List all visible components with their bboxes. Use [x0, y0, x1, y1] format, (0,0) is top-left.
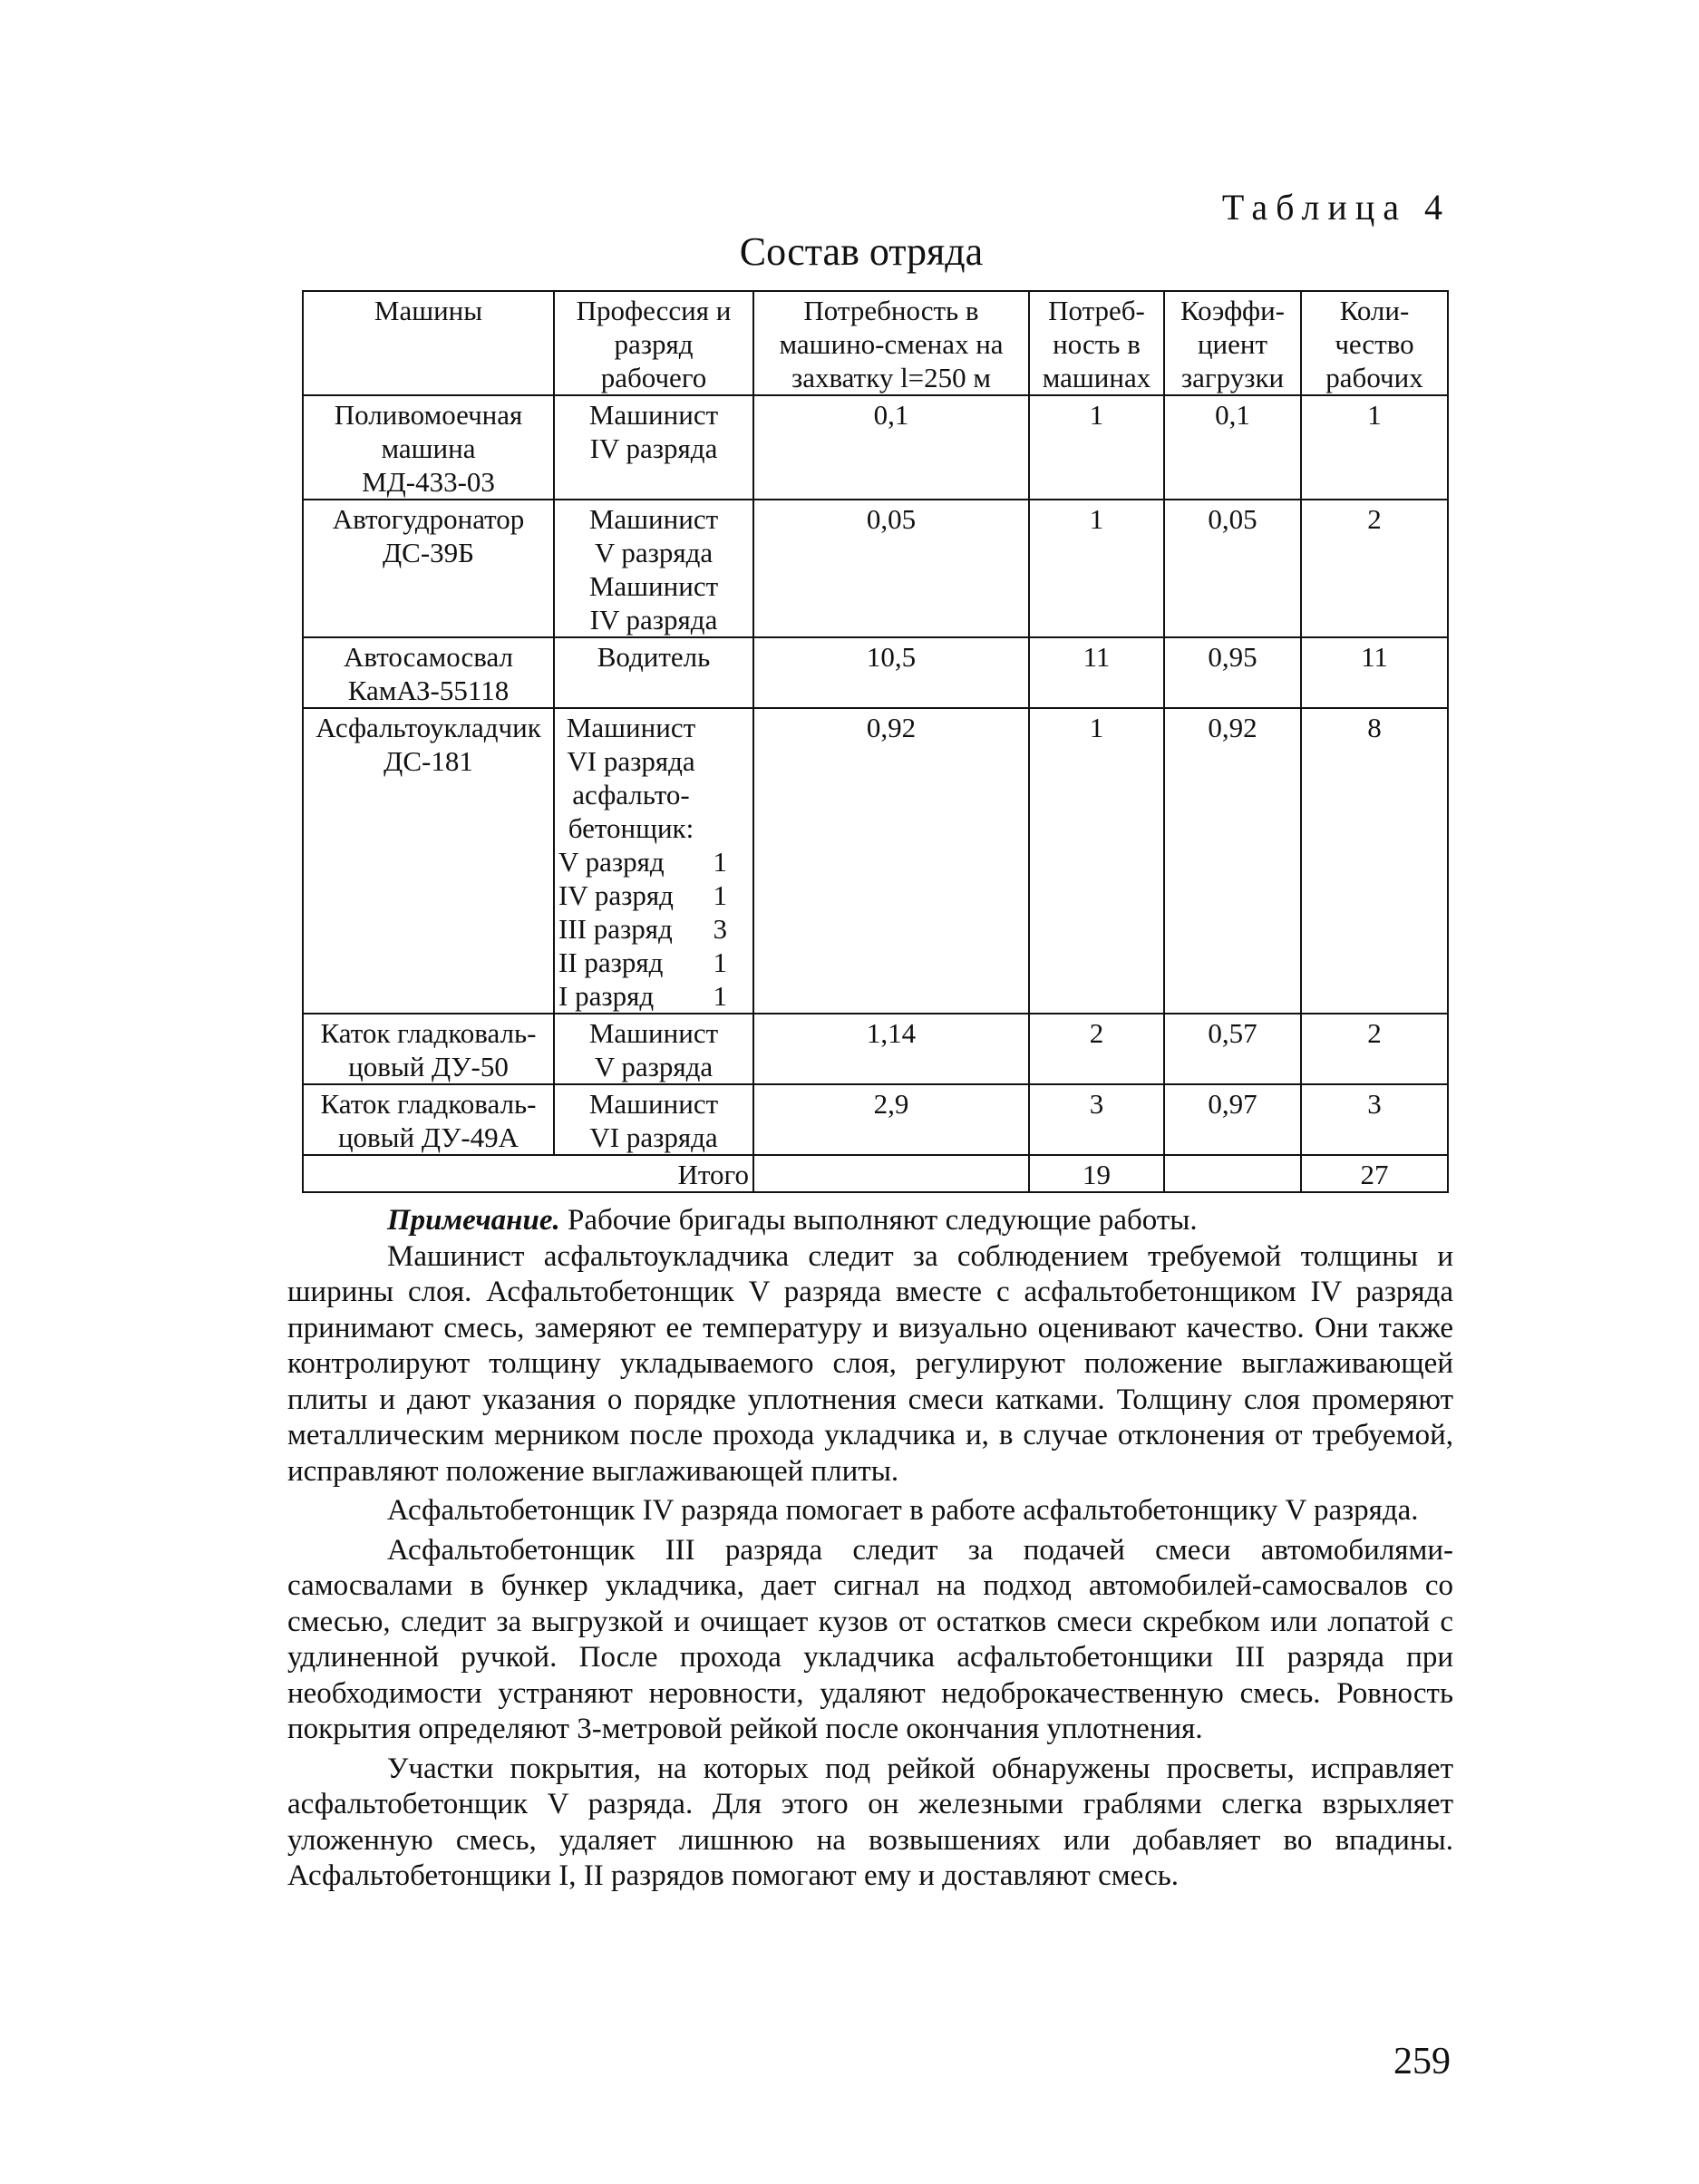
total-machine-demand-cell: 19	[1029, 1155, 1164, 1192]
total-shift-demand-cell	[753, 1155, 1029, 1192]
table-title: Состав отряда	[739, 229, 984, 274]
rank-line: IV разряд 1	[558, 879, 727, 911]
rank-line: II разряд 1	[558, 946, 727, 978]
rank-line: V разряд 1	[558, 846, 727, 878]
shift-demand-cell: 2,9	[753, 1084, 1029, 1155]
worker-count-cell: 11	[1301, 637, 1448, 708]
load-factor-cell: 0,97	[1164, 1084, 1301, 1155]
table-row	[303, 1084, 1448, 1155]
rank-line: III разряд 3	[558, 913, 727, 945]
machine-cell: Каток гладковаль- цовый ДУ-49А	[303, 1084, 554, 1155]
machine-demand-cell: 11	[1029, 637, 1164, 708]
header-machine-demand: Потреб- ность в машинах	[1029, 291, 1164, 395]
machine-demand-cell: 1	[1029, 708, 1164, 1014]
note-lead-paragraph	[287, 1203, 1453, 1239]
paragraph: Асфальтобетонщик IV разряда помогает в работе асфальтобетонщику V разряда.	[387, 1494, 1419, 1527]
machine-cell: Поливомоечная машина МД-433-03	[303, 395, 554, 500]
shift-demand-cell: 1,14	[753, 1014, 1029, 1084]
load-factor-cell: 0,92	[1164, 708, 1301, 1014]
note-lead: Рабочие бригады выполняют следующие работы.	[559, 1204, 1198, 1237]
table-row	[303, 708, 1448, 1014]
load-factor-cell: 0,05	[1164, 500, 1301, 637]
table-row	[303, 395, 1448, 500]
profession-cell: Машинист V разряда Машинист IV разряда	[554, 500, 753, 637]
profession-cell: Машинист VI разряда асфальто- бетонщик: V разряд 1 IV разряд 1 III разряд 3 II разряд 1 I разряд 1	[554, 708, 753, 1014]
machine-cell: Автосамосвал КамАЗ-55118	[303, 637, 554, 708]
shift-demand-cell: 10,5	[753, 637, 1029, 708]
worker-count-cell: 1	[1301, 395, 1448, 500]
table-row	[303, 637, 1448, 708]
total-label: Итого	[303, 1155, 753, 1192]
paragraph: Участки покрытия, на которых под рейкой обнаружены просветы, исправляет асфальтобетонщик V разряда. Для этого он железными граблями слегка взрыхляет уложенную смесь, удаляет лишнюю на возвышениях или добавляет во впадины. Асфальтобетонщики I, II разрядов помогают ему и доставляют смесь.	[287, 1752, 1453, 1892]
worker-count-cell: 2	[1301, 1014, 1448, 1084]
profession-cell: Машинист VI разряда	[554, 1084, 753, 1155]
table-label: Таблица 4	[1221, 187, 1451, 228]
table-header-row	[303, 291, 1448, 395]
worker-count-cell: 2	[1301, 500, 1448, 637]
machine-demand-cell: 1	[1029, 500, 1164, 637]
machine-demand-cell: 1	[1029, 395, 1164, 500]
machine-cell: Асфальтоукладчик ДС-181	[303, 708, 554, 1014]
page-number: 259	[1393, 2041, 1451, 2082]
profession-cell: Машинист V разряда	[554, 1014, 753, 1084]
load-factor-cell: 0,57	[1164, 1014, 1301, 1084]
shift-demand-cell: 0,05	[753, 500, 1029, 637]
machine-demand-cell: 3	[1029, 1084, 1164, 1155]
machine-cell: Каток гладковаль- цовый ДУ-50	[303, 1014, 554, 1084]
note-heading: Примечание.	[387, 1204, 560, 1237]
squad-composition-table	[302, 290, 1449, 1193]
shift-demand-cell: 0,92	[753, 708, 1029, 1014]
header-load-factor: Коэффи- циент загрузки	[1164, 291, 1301, 395]
table-row	[303, 1014, 1448, 1084]
total-load-factor-cell	[1164, 1155, 1301, 1192]
header-profession: Профессия и разряд рабочего	[554, 291, 753, 395]
worker-count-cell: 8	[1301, 708, 1448, 1014]
note-text	[287, 1203, 1453, 1895]
load-factor-cell: 0,95	[1164, 637, 1301, 708]
load-factor-cell: 0,1	[1164, 395, 1301, 500]
total-row	[303, 1155, 1448, 1192]
shift-demand-cell: 0,1	[753, 395, 1029, 500]
paragraph: Асфальтобетонщик III разряда следит за подачей смеси автомобилями-самосвалами в бункер укладчика, дает сигнал на подход автомобилей-самосвалов со смесью, следит за выгрузкой и очищает кузов от остатков смеси скребком или лопатой с удлиненной ручкой. После прохода укладчика асфальтобетонщики III разряда при необходимости устраняют неровности, удаляют недоброкачественную смесь. Ровность покрытия определяют 3-метровой рейкой после окончания уплотнения.	[287, 1533, 1453, 1745]
profession-cell: Машинист IV разряда	[554, 395, 753, 500]
table-row	[303, 500, 1448, 637]
total-worker-count-cell: 27	[1301, 1155, 1448, 1192]
machine-demand-cell: 2	[1029, 1014, 1164, 1084]
header-worker-count: Коли- чество рабочих	[1301, 291, 1448, 395]
rank-line: I разряд 1	[558, 980, 727, 1012]
machine-cell: Автогудронатор ДС-39Б	[303, 500, 554, 637]
header-machines: Машины	[303, 291, 554, 395]
header-shift-demand: Потребность в машино-сменах на захватку l=250 м	[753, 291, 1029, 395]
paragraph: Машинист асфальтоукладчика следит за соблюдением требуемой толщины и ширины слоя. Асфальтобетонщик V разряда вместе с асфальтобетонщиком IV разряда принимают смесь, замеряют ее температуру и визуально оценивают качество. Они также контролируют толщину укладываемого слоя, регулируют положение выглаживающей плиты и дают указания о порядке уплотнения смеси катками. Толщину слоя промеряют металлическим мерником после прохода укладчика и, в случае отклонения от требуемой, исправляют положение выглаживающей плиты.	[287, 1239, 1453, 1488]
worker-count-cell: 3	[1301, 1084, 1448, 1155]
profession-cell: Водитель	[554, 637, 753, 708]
